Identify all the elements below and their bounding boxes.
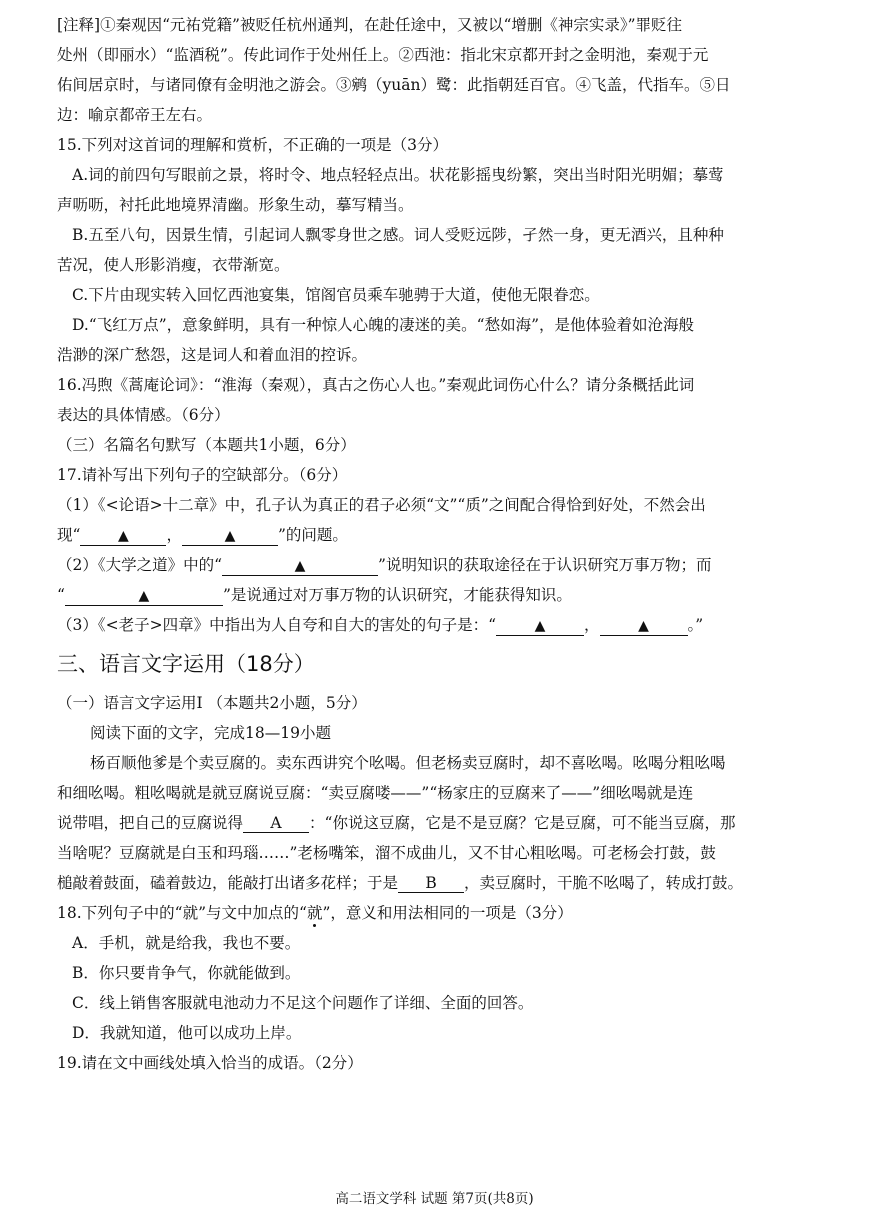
reading-line-5-suffix: ，卖豆腐时，干脆不吆喝了，转成打鼓。	[464, 874, 744, 892]
q17-s1-prefix: 现“	[57, 526, 81, 544]
reading-line-5-prefix: 槌敲着鼓面，磕着鼓边，能敲打出诸多花样；于是	[57, 874, 399, 892]
q17-s2-suffix: ”说明知识的获取途径在于认识研究万事万物；而	[378, 556, 712, 574]
note-line-1: [注释]①秦观因“元祐党籍”被贬任杭州通判，在赴任途中，又被以“增删《神宗实录》”罪贬往	[57, 16, 683, 34]
note-line-2: 处州（即丽水）“监酒税”。传此词作于处州任上。②西池：指北宋京都开封之金明池，秦观于元	[57, 46, 709, 64]
q17-s3-line	[57, 614, 819, 636]
reading-line-1: 杨百顺他爹是个卖豆腐的。卖东西讲究个吆喝。但老杨卖豆腐时，却不喜吆喝。吆喝分粗吆喝	[90, 754, 726, 772]
q17-blank-2[interactable]	[182, 526, 278, 546]
q15-option-b-line-2: 苦况，使人形影消瘦，衣带渐宽。	[57, 256, 290, 274]
q17-s1-line-2	[57, 524, 819, 546]
q15-stem: 15.下列对这首词的理解和赏析，不正确的一项是（3分）	[57, 136, 449, 154]
section-3-title: 三、语言文字运用（18分）	[57, 652, 315, 676]
subsection-1-heading: （一）语言文字运用Ⅰ （本题共2小题，5分）	[57, 694, 367, 712]
reading-blank-a[interactable]: A	[243, 814, 309, 833]
q15-option-b-line-1: B.五至八句，因景生情，引起词人飘零身世之感。词人受贬远陟，孑然一身，更无酒兴，且种种	[72, 226, 724, 244]
q18-option-d: D．我就知道，他可以成功上岸。	[72, 1024, 302, 1042]
q17-blank-4[interactable]	[65, 586, 223, 606]
reading-line-2: 和细吆喝。粗吆喝就是就豆腐说豆腐：“卖豆腐喽——”“杨家庄的豆腐来了——”细吆喝就是连	[57, 784, 694, 802]
q17-s2-line-1	[57, 554, 819, 576]
part3-heading: （三）名篇名句默写（本题共1小题，6分）	[57, 436, 356, 454]
reading-line-5	[57, 872, 819, 894]
q18-dotted-char: 就	[306, 904, 323, 922]
q15-option-d-line-1: D.“飞红万点”，意象鲜明，具有一种惊人心魄的凄迷的美。“愁如海”，是他体验着如沧海般	[72, 316, 695, 334]
q17-s2-line-2	[57, 584, 819, 606]
q17-s2-prefix: （2）《大学之道》中的“	[57, 556, 223, 574]
q16-line-2: 表达的具体情感。（6分）	[57, 406, 230, 424]
q15-option-a-line-2: 声呖呖，衬托此地境界清幽。形象生动，摹写精当。	[57, 196, 414, 214]
blank-marker-1: ▲	[118, 528, 129, 544]
q18-stem-suffix: ”，意义和用法相同的一项是（3分）	[322, 904, 573, 922]
q15-option-d-line-2: 浩渺的深广愁怨，这是词人和着血泪的控诉。	[57, 346, 368, 364]
q17-s1-comma: ，	[166, 526, 182, 544]
reading-line-3-suffix: ：“你说这豆腐，它是不是豆腐？它是豆腐，可不能当豆腐，那	[309, 814, 736, 832]
q17-s1-suffix: ”的问题。	[277, 526, 348, 544]
q18-option-b: B．你只要肯争气，你就能做到。	[72, 964, 301, 982]
blank-marker-5: ▲	[534, 618, 546, 634]
q17-s2b-prefix: “	[57, 586, 65, 604]
blank-marker-6: ▲	[638, 618, 649, 634]
reading-intro: 阅读下面的文字，完成18—19小题	[90, 724, 331, 742]
page-footer: 高二语文学科 试题 第7页(共8页)	[335, 1191, 534, 1207]
note-line-4: 边：喻京都帝王左右。	[57, 106, 213, 124]
q17-s2b-suffix: ”是说通过对万事万物的认识研究，才能获得知识。	[222, 586, 572, 604]
q18-option-a: A．手机，就是给我，我也不要。	[72, 934, 301, 952]
q17-s3-prefix: （3）《<老子>四章》中指出为人自夸和自大的害处的句子是：“	[57, 616, 497, 634]
q17-blank-1[interactable]	[80, 526, 166, 546]
blank-marker-4: ▲	[138, 588, 150, 604]
q17-blank-6[interactable]	[600, 616, 688, 636]
q17-stem: 17.请补写出下列句子的空缺部分。（6分）	[57, 466, 348, 484]
note-line-3: 佑间居京时，与诸同僚有金明池之游会。③鹓（yuān）鹭：此指朝廷百官。④飞盖，代指车。⑤日	[57, 76, 731, 94]
q15-option-a-line-1: A.词的前四句写眼前之景，将时令、地点轻轻点出。状花影摇曳纷繁，突出当时阳光明媚；摹莺	[72, 166, 724, 184]
q19-stem: 19.请在文中画线处填入恰当的成语。（2分）	[57, 1054, 363, 1072]
blank-marker-2: ▲	[224, 528, 236, 544]
q18-option-c: C．线上销售客服就电池动力不足这个问题作了详细、全面的回答。	[72, 994, 534, 1012]
q18-stem-prefix: 18.下列句子中的“就”与文中加点的“	[57, 904, 307, 922]
q17-blank-3[interactable]	[222, 556, 378, 576]
q17-s3-suffix: 。”	[687, 616, 704, 634]
q16-line-1: 16.冯煦《蒿庵论词》：“淮海（秦观），真古之伤心人也。”秦观此词伤心什么？请分条概括此词	[57, 376, 695, 394]
q17-s3-comma: ，	[584, 616, 600, 634]
reading-line-3	[57, 812, 819, 834]
q15-option-c: C.下片由现实转入回忆西池宴集，馆阁官员乘车驰骋于大道，使他无限眷恋。	[72, 286, 600, 304]
reading-line-4: 当啥呢？豆腐就是白玉和玛瑙……”老杨嘴笨，溜不成曲儿，又不甘心粗吆喝。可老杨会打鼓，鼓	[57, 844, 716, 862]
q18-stem	[57, 902, 819, 924]
reading-blank-b[interactable]: B	[398, 874, 464, 893]
q17-s1-line-1: （1）《<论语>十二章》中，孔子认为真正的君子必须“文”“质”之间配合得恰到好处，不然会出	[57, 496, 706, 514]
q17-blank-5[interactable]	[496, 616, 584, 636]
blank-marker-3: ▲	[294, 558, 306, 574]
reading-line-3-prefix: 说带唱，把自己的豆腐说得	[57, 814, 244, 832]
